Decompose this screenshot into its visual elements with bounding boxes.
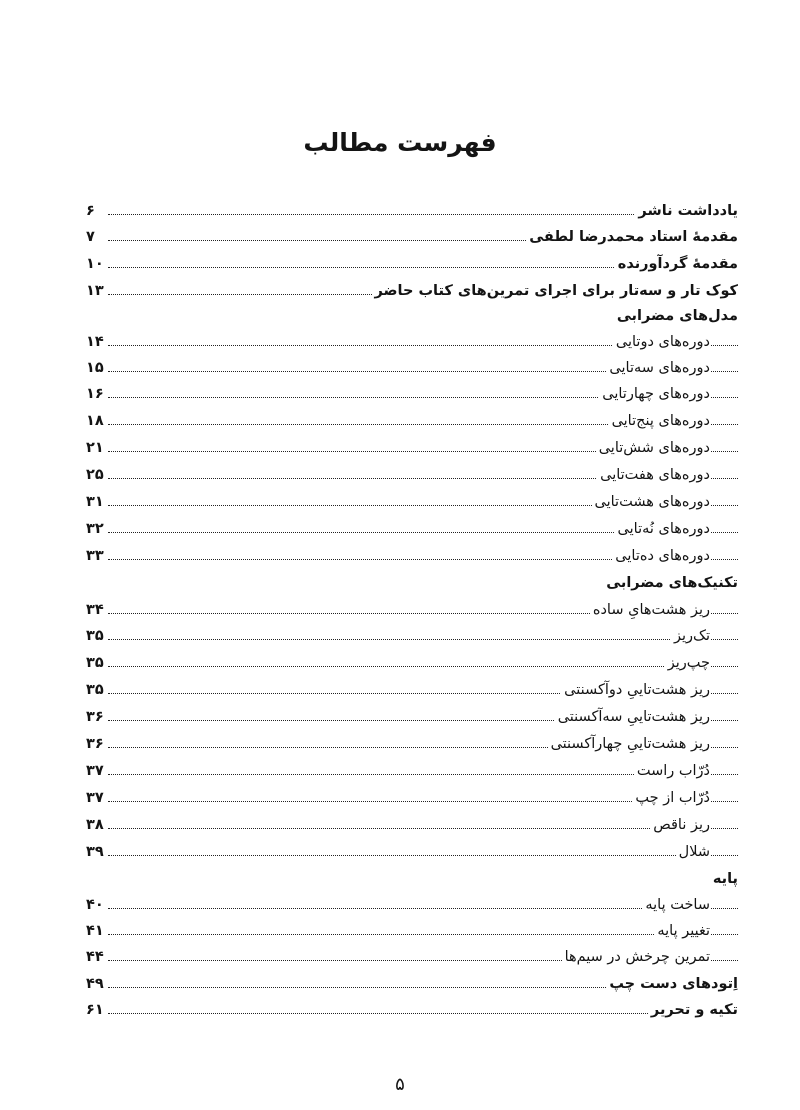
toc-entry-title: مدل‌های مضرابی <box>614 303 738 329</box>
toc-page-number: ۳۷ <box>86 758 108 784</box>
toc-entry <box>86 543 738 569</box>
toc-page-number: ۳۵ <box>86 650 108 676</box>
toc-entry-title: ریز هشت‌تاییِ سه‌آکسنتی <box>555 704 710 730</box>
toc-page-number: ۳۸ <box>86 812 108 838</box>
toc-entry-title: ساخت پایه <box>642 892 710 918</box>
toc-page-number: ۴۹ <box>86 971 108 997</box>
toc-entry <box>86 731 738 757</box>
toc-page-number: ۱۰ <box>86 251 108 277</box>
toc-page-number: ۳۵ <box>86 623 108 649</box>
toc-entry-title: ریز ناقص <box>650 812 710 838</box>
toc-page-number: ۳۹ <box>86 839 108 865</box>
toc-page-number: ۴۴ <box>86 944 108 970</box>
toc-entry-title: دوره‌های نُه‌تایی <box>615 516 710 542</box>
dot-leader <box>108 666 738 667</box>
toc-entry-title: ریز هشت‌هایِ ساده <box>590 597 710 623</box>
toc-entry-title: کوک تار و سه‌تار برای اجرای تمرین‌های کتاب حاضر <box>372 278 738 304</box>
toc-entry <box>86 704 738 730</box>
toc-entry <box>86 408 738 434</box>
toc-page-number: ۴۰ <box>86 892 108 918</box>
toc-section-heading <box>86 866 738 892</box>
toc-entry <box>86 224 738 250</box>
toc-entry <box>86 198 738 224</box>
toc-entry-title: یادداشت ناشر <box>635 198 738 224</box>
toc-entry <box>86 971 738 997</box>
toc-entry-title: تمرین چرخش در سیم‌ها <box>562 944 710 970</box>
toc-entry-title: تکیه و تحریر <box>648 997 738 1023</box>
toc-page-number: ۲۵ <box>86 462 108 488</box>
toc-entry-title: شلال <box>676 839 710 865</box>
toc-entry <box>86 516 738 542</box>
toc-entry <box>86 623 738 649</box>
toc-entry-title: ریز هشت‌تاییِ دوآکسنتی <box>561 677 710 703</box>
toc-entry <box>86 435 738 461</box>
toc-entry-title: تکنیک‌های مضرابی <box>603 570 738 596</box>
toc-entry-title: مقدمهٔ استاد محمدرضا لطفی <box>526 224 738 250</box>
toc-entry-title: دوره‌های هشت‌تایی <box>592 489 710 515</box>
toc-entry-title: دُرّاب راست <box>634 758 710 784</box>
toc-page-number: ۳۷ <box>86 785 108 811</box>
dot-leader <box>108 1013 738 1014</box>
toc-section-heading <box>86 303 738 329</box>
toc-entry-title: ریز هشت‌تاییِ چهارآکسنتی <box>548 731 710 757</box>
toc-page-number: ۱۸ <box>86 408 108 434</box>
toc-entry-title: پایه <box>710 866 738 892</box>
toc-page-number: ۳۴ <box>86 597 108 623</box>
toc-entry-title: دوره‌های سه‌تایی <box>606 355 710 381</box>
toc-entry <box>86 251 738 277</box>
toc-entry-title: دوره‌های ده‌تایی <box>612 543 710 569</box>
toc-section-heading <box>86 570 738 596</box>
dot-leader <box>108 639 738 640</box>
toc-page-number: ۳۲ <box>86 516 108 542</box>
toc-page-number: ۷ <box>86 224 108 250</box>
toc-entry <box>86 355 738 381</box>
toc-page-number: ۳۵ <box>86 677 108 703</box>
toc-entry <box>86 677 738 703</box>
toc-entry-title: دوره‌های پنج‌تایی <box>609 408 710 434</box>
toc-entry <box>86 892 738 918</box>
page-title: فهرست مطالب <box>303 128 497 157</box>
toc-entry-title: تغییر پایه <box>654 918 710 944</box>
toc-page-number: ۴۱ <box>86 918 108 944</box>
toc-entry <box>86 329 738 355</box>
toc-page-number: ۱۵ <box>86 355 108 381</box>
toc-page-number: ۳۳ <box>86 543 108 569</box>
toc-page-number: ۱۳ <box>86 278 108 304</box>
toc-entry-title: چپ‌ریز <box>665 650 710 676</box>
toc-entry <box>86 462 738 488</box>
toc-page-number: ۲۱ <box>86 435 108 461</box>
toc-page-number: ۱۶ <box>86 381 108 407</box>
toc-entry-title: دوره‌های چهارتایی <box>599 381 710 407</box>
toc-page-number: ۳۶ <box>86 704 108 730</box>
toc-entry <box>86 489 738 515</box>
toc-entry <box>86 812 738 838</box>
toc-page-number: ۶۱ <box>86 997 108 1023</box>
toc-page-number: ۶ <box>86 198 108 224</box>
toc-entry <box>86 944 738 970</box>
toc-entry-title: دوره‌های هفت‌تایی <box>597 462 710 488</box>
toc-entry-title: تک‌ریز <box>671 623 710 649</box>
toc-entry <box>86 650 738 676</box>
toc-entry <box>86 758 738 784</box>
toc-entry-title: دوره‌های شش‌تایی <box>596 435 710 461</box>
toc-entry <box>86 381 738 407</box>
toc-entry-title: دُرّاب از چپ <box>632 785 710 811</box>
toc-entry <box>86 997 738 1023</box>
toc-page-number: ۱۴ <box>86 329 108 355</box>
dot-leader <box>108 855 738 856</box>
toc-page-number: ۳۶ <box>86 731 108 757</box>
toc-entry-title: اِتودهای دست چپ <box>606 971 738 997</box>
toc-page-number: ۳۱ <box>86 489 108 515</box>
toc-entry <box>86 918 738 944</box>
toc-entry <box>86 278 738 304</box>
toc-entry <box>86 839 738 865</box>
dot-leader <box>108 934 738 935</box>
toc-entry-title: مقدمهٔ گردآورنده <box>615 251 738 277</box>
toc-entry <box>86 785 738 811</box>
page-number: ۵ <box>395 1074 405 1095</box>
toc-entry-title: دوره‌های دوتایی <box>613 329 710 355</box>
dot-leader <box>108 828 738 829</box>
toc-entry <box>86 597 738 623</box>
